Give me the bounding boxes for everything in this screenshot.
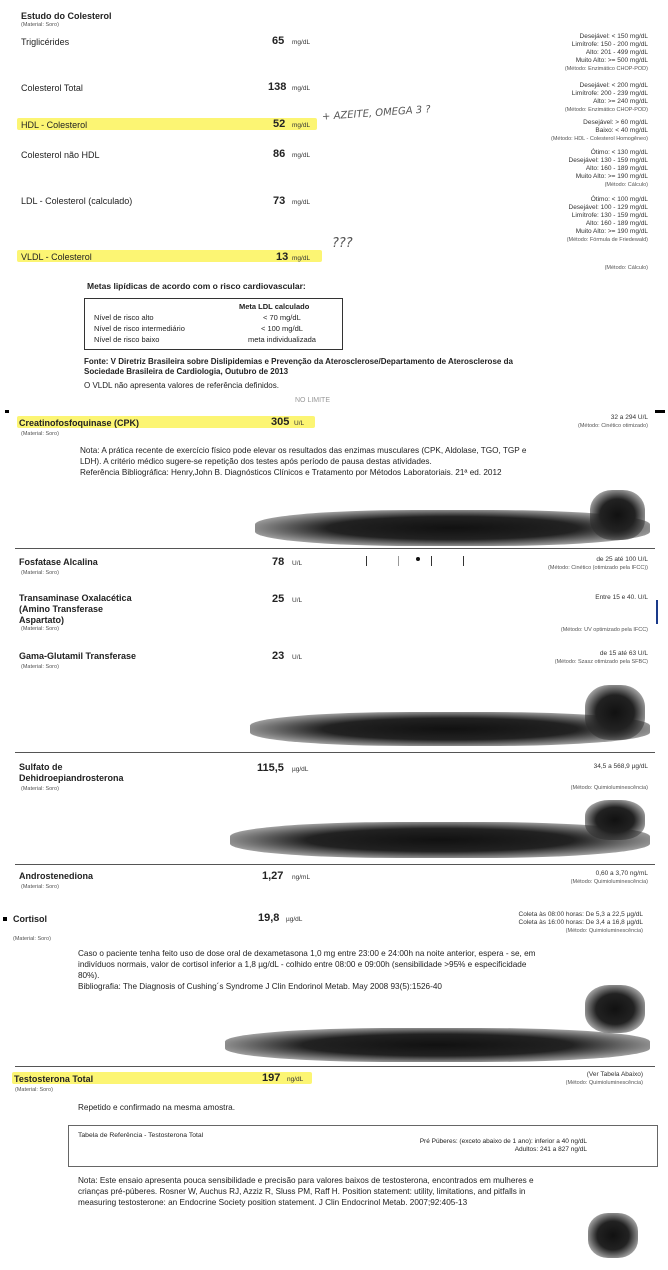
reference-range-colesterol-total: Desejável: < 200 mg/dL Limítrofe: 200 - 239 mg/dL Alto: >= 240 mg/dL (Método: Enzimático CHOP-POD) [564, 82, 648, 113]
test-name-sdhea: Sulfato de Dehidroepiandrosterona [19, 762, 124, 783]
test-value-tgo: 25 [272, 593, 285, 605]
faint-bleed-text: NO LIMITE [295, 397, 331, 404]
margin-mark [3, 917, 7, 921]
range-bar-tick [463, 556, 464, 566]
test-value-colesterol-total: 138 [268, 81, 287, 93]
metas-title: Metas lipídicas de acordo com o risco cardiovascular: [87, 281, 306, 291]
test-name-tgo: Transaminase Oxalacética (Amino Transferase Aspartato) [19, 593, 132, 625]
fonte-line-1: Fonte: V Diretriz Brasileira sobre Dislipidemias e Prevenção da Aterosclerose/Departamento de Aterosclerose da [84, 357, 513, 366]
test-value-hdl: 52 [273, 118, 286, 130]
test-unit: U/L [294, 420, 305, 427]
metas-header: Meta LDL calculado [239, 302, 310, 311]
material-label: (Material: Soro) [13, 936, 51, 942]
material-label: (Material: Soro) [21, 786, 59, 792]
test-value-cortisol: 19,8 [258, 912, 280, 924]
material-label: (Material: Soro) [21, 570, 59, 576]
test-name-colesterol-total: Colesterol Total [21, 83, 83, 93]
test-unit: mg/dL [292, 85, 311, 92]
test-unit: µg/dL [292, 766, 309, 773]
material-label: (Material: Soro) [21, 664, 59, 670]
material-label: (Material: Soro) [15, 1087, 53, 1093]
material-label: (Material: Soro) [21, 884, 59, 890]
test-value-ldl: 73 [273, 195, 286, 207]
test-value-fosfatase: 78 [272, 556, 285, 568]
test-name-vldl: VLDL - Colesterol [21, 252, 92, 262]
cortisol-note: Caso o paciente tenha feito uso de dose oral de dexametasona 1,0 mg entre 23:00 e 24:00h na noite anterior, espera - se, em indivíduos normais, valor de cortisol inferior a 1,8 µg/dL - colhido entre 08:00 e 09:00h (sensibilidade >95% e especificidade 80%). Bibliografia: The Diagnosis of Cushing´s Syndrome J Clin Endorinol Metab. May 2008 93(5):1526-40 [78, 949, 536, 991]
metas-risk-alto: Nível de risco alto [94, 313, 154, 322]
margin-mark [655, 410, 665, 413]
repeat-note: Repetido e confirmado na mesma amostra. [78, 1103, 236, 1112]
reference-range-testosterona: (Ver Tabela Abaixo) (Método: Quimioluminescência) [565, 1071, 643, 1086]
test-value-triglicerides: 65 [272, 35, 285, 47]
redacted-signature [585, 800, 645, 840]
reference-range-cpk: 32 a 294 U/L (Método: Cinético otimizado) [577, 414, 648, 429]
redacted-signature [590, 490, 645, 540]
section-title-colesterol: Estudo do Colesterol [21, 11, 112, 21]
test-name-hdl: HDL - Colesterol [21, 120, 88, 130]
metas-goal-intermediario: < 100 mg/dL [261, 324, 303, 333]
test-name-fosfatase: Fosfatase Alcalina [19, 557, 98, 567]
test-value-testosterona: 197 [262, 1072, 281, 1084]
test-unit: ng/mL [292, 874, 311, 881]
reference-range-sdhea: 34,5 a 568,9 µg/dL [593, 763, 648, 770]
redacted-signature [588, 1213, 638, 1258]
test-unit: mg/dL [292, 152, 311, 159]
margin-mark [5, 410, 9, 413]
handwritten-note-hdl: + AZEITE, OMEGA 3 ? [321, 104, 432, 123]
method-label: (Método: UV optimizado pela IFCC) [560, 627, 648, 633]
margin-mark [656, 600, 658, 624]
test-value-nao-hdl: 86 [273, 148, 286, 160]
fonte-line-2: Sociedade Brasileira de Cardiologia, Outubro de 2013 [84, 367, 289, 376]
test-value-ggt: 23 [272, 650, 285, 662]
test-value-cpk: 305 [271, 416, 290, 428]
redacted-signature [225, 1028, 650, 1062]
section-divider [15, 1066, 655, 1067]
metas-goal-baixo: meta individualizada [248, 335, 316, 344]
test-name-triglicerides: Triglicérides [21, 37, 70, 47]
test-unit: U/L [292, 597, 303, 604]
test-name-ldl: LDL - Colesterol (calculado) [21, 196, 133, 206]
metas-risk-intermediario: Nível de risco intermediário [94, 324, 185, 333]
reference-range-hdl: Desejável: > 60 mg/dL Baixo: < 40 mg/dL (Método: HDL - Colesterol Homogêneo) [550, 119, 648, 142]
reference-range-ggt: de 15 até 63 U/L (Método: Szasz otimizado pela SFBC) [554, 650, 648, 665]
test-name-androstenediona: Androstenediona [19, 871, 94, 881]
section-divider [15, 548, 655, 549]
reference-range-androstenediona: 0,60 a 3,70 ng/mL (Método: Quimioluminescência) [570, 870, 648, 885]
reference-table-title: Tabela de Referência - Testosterona Total [78, 1132, 204, 1139]
reference-table-values: Pré Púberes: (exceto abaixo de 1 ano): inferior a 40 ng/dL Adultos: 241 a 827 ng/dL [419, 1138, 587, 1153]
test-unit: U/L [292, 654, 303, 661]
reference-range-triglicerides: Desejável: < 150 mg/dL Limítrofe: 150 - 200 mg/dL Alto: 201 - 499 mg/dL Muito Alto: >= 500 mg/dL (Método: Enzimático CHOP-POD) [564, 33, 648, 72]
test-unit: U/L [292, 560, 303, 567]
metas-goal-alto: < 70 mg/dL [263, 313, 301, 322]
cpk-note: Nota: A prática recente de exercício físico pode elevar os resultados das enzimas musculares (CPK, Aldolase, TGO, TGP e LDH). A critério médico sugere-se repetição dos testes após período de pausa destas atividades. Referência Bibliográfica: Henry,John B. Diagnósticos Clínicos e Tratamento por Métodos Laboratoriais. 21ª ed. 2012 [80, 446, 527, 477]
range-bar-tick [398, 556, 399, 566]
test-unit: mg/dL [292, 39, 311, 46]
material-label: (Material: Soro) [21, 431, 59, 437]
test-unit: mg/dL [292, 199, 311, 206]
material-label: (Material: Soro) [21, 626, 59, 632]
metas-table [84, 298, 343, 350]
test-unit: mg/dL [292, 122, 311, 129]
redacted-signature [585, 985, 645, 1033]
material-label: (Material: Soro) [21, 22, 59, 28]
test-value-androstenediona: 1,27 [262, 870, 284, 882]
reference-range-ldl: Ótimo: < 100 mg/dL Desejável: 100 - 129 mg/dL Limítrofe: 130 - 159 mg/dL Alto: 160 - 189 mg/dL Muito Alto: >= 190 mg/dL (Método: Fórmula de Friedewald) [566, 196, 648, 243]
test-value-sdhea: 115,5 [257, 762, 284, 774]
testosterona-reference-table [68, 1125, 658, 1167]
section-divider [15, 864, 655, 865]
test-unit: mg/dL [292, 255, 311, 262]
range-bar-marker [416, 557, 420, 561]
handwritten-question-marks: ??? [332, 236, 353, 251]
test-value-vldl: 13 [276, 251, 289, 263]
vldl-note: O VLDL não apresenta valores de referência definidos. [84, 381, 279, 390]
testosterona-note: Nota: Este ensaio apresenta pouca sensibilidade e precisão para valores baixos de testosterona, encontrados em mulheres e crianças pré-púberes. Rosner W, Auchus RJ, Azziz R, Sluss PM, Raff H. Position statement: utility, limitations, and pitfalls in measuring testosterone: an Endocrine Society position statement. J Clin Endocrinol Metab. 2007;92:405-13 [78, 1176, 534, 1207]
redacted-signature [585, 685, 645, 740]
reference-range-tgo: Entre 15 e 40. U/L [595, 594, 648, 601]
test-name-nao-hdl: Colesterol não HDL [21, 150, 100, 160]
test-name-ggt: Gama-Glutamil Transferase [19, 651, 137, 661]
section-divider [15, 752, 655, 753]
method-label: (Método: Cálculo) [604, 265, 648, 271]
reference-range-cortisol: Coleta às 08:00 horas: De 5,3 a 22,5 µg/dL Coleta às 16:00 horas: De 3,4 a 16,8 µg/dL (Método: Quimioluminescência) [518, 911, 643, 934]
range-bar-tick [366, 556, 367, 566]
test-unit: µg/dL [286, 916, 303, 923]
reference-range-fosfatase: de 25 até 100 U/L (Método: Cinético (otimizado pela IFCC)) [548, 556, 648, 571]
method-label: (Método: Quimioluminescência) [570, 785, 648, 791]
range-bar-tick [431, 556, 432, 566]
test-name-cortisol: Cortisol [13, 914, 48, 924]
test-name-testosterona: Testosterona Total [14, 1074, 94, 1084]
test-unit: ng/dL [287, 1076, 304, 1083]
test-name-cpk: Creatinofosfoquinase (CPK) [19, 418, 140, 428]
reference-range-nao-hdl: Ótimo: < 130 mg/dL Desejável: 130 - 159 mg/dL Alto: 160 - 189 mg/dL Muito Alto: >= 190 mg/dL (Método: Cálculo) [568, 149, 648, 188]
metas-risk-baixo: Nível de risco baixo [94, 335, 160, 344]
